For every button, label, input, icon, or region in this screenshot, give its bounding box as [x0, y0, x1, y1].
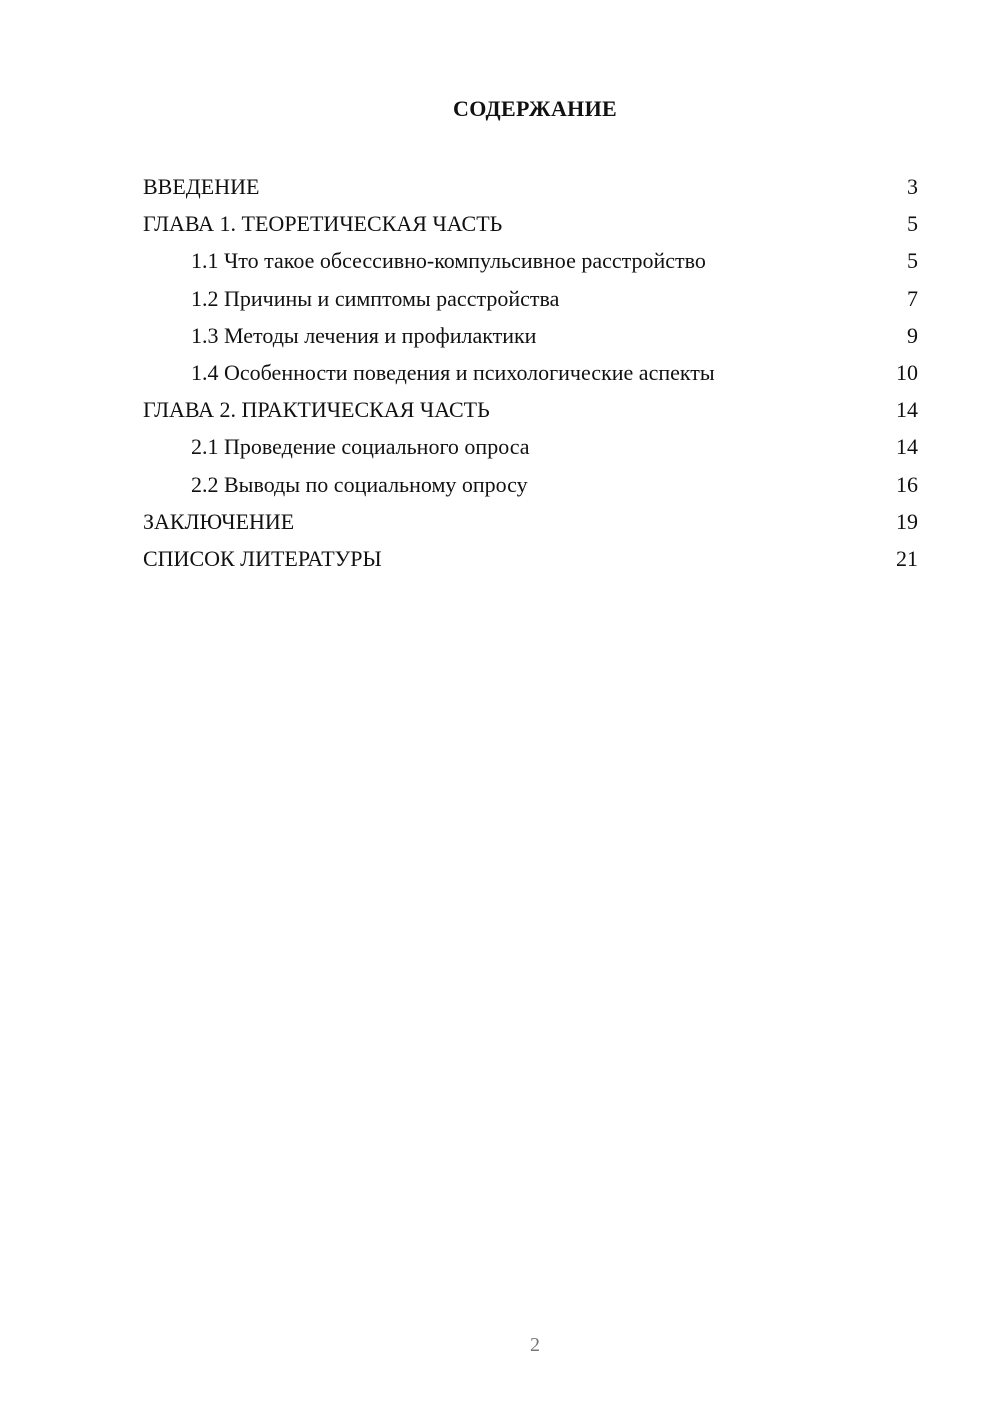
toc-entry-label: 1.4 Особенности поведения и психологические аспекты	[191, 359, 715, 385]
toc-entry-page: 14	[896, 434, 918, 460]
toc-entry-label: 1.3 Методы лечения и профилактики	[191, 322, 537, 348]
toc-entry-page: 7	[907, 285, 918, 311]
toc-entry-page: 19	[896, 508, 918, 534]
toc-entry-section-2-2[interactable]	[143, 466, 918, 503]
toc-entry-section-1-2[interactable]	[143, 280, 918, 317]
toc-entry-chapter-2[interactable]	[143, 391, 918, 428]
toc-entry-page: 9	[907, 322, 918, 348]
toc-heading: СОДЕРЖАНИЕ	[453, 96, 617, 121]
toc-entry-introduction[interactable]	[143, 168, 918, 205]
toc-entry-label: ЗАКЛЮЧЕНИЕ	[143, 508, 295, 534]
toc-entry-label: СПИСОК ЛИТЕРАТУРЫ	[143, 545, 382, 571]
table-of-contents	[143, 168, 918, 577]
toc-entry-references[interactable]	[143, 540, 918, 577]
toc-entry-page: 3	[907, 174, 918, 199]
toc-entry-label: ГЛАВА 2. ПРАКТИЧЕСКАЯ ЧАСТЬ	[143, 397, 490, 423]
toc-entry-section-1-1[interactable]	[143, 242, 918, 279]
toc-entry-page: 14	[896, 397, 918, 423]
toc-entry-page: 5	[907, 211, 918, 237]
toc-entry-conclusion[interactable]	[143, 503, 918, 540]
toc-entry-section-1-3[interactable]	[143, 317, 918, 354]
toc-entry-label: ВВЕДЕНИЕ	[143, 174, 260, 199]
toc-entry-label: 1.1 Что такое обсессивно-компульсивное расстройство	[191, 248, 706, 274]
toc-entry-page: 10	[896, 359, 918, 385]
page-number: 2	[530, 1334, 540, 1356]
toc-entry-page: 5	[907, 248, 918, 274]
toc-entry-label: 2.1 Проведение социального опроса	[191, 434, 530, 460]
toc-entry-page: 16	[896, 471, 918, 497]
toc-entry-label: 2.2 Выводы по социальному опросу	[191, 471, 528, 497]
toc-entry-label: 1.2 Причины и симптомы расстройства	[191, 285, 560, 311]
toc-entry-section-1-4[interactable]	[143, 354, 918, 391]
toc-entry-label: ГЛАВА 1. ТЕОРЕТИЧЕСКАЯ ЧАСТЬ	[143, 211, 503, 237]
toc-entry-chapter-1[interactable]	[143, 205, 918, 242]
toc-entry-section-2-1[interactable]	[143, 428, 918, 465]
toc-entry-page: 21	[896, 545, 918, 571]
